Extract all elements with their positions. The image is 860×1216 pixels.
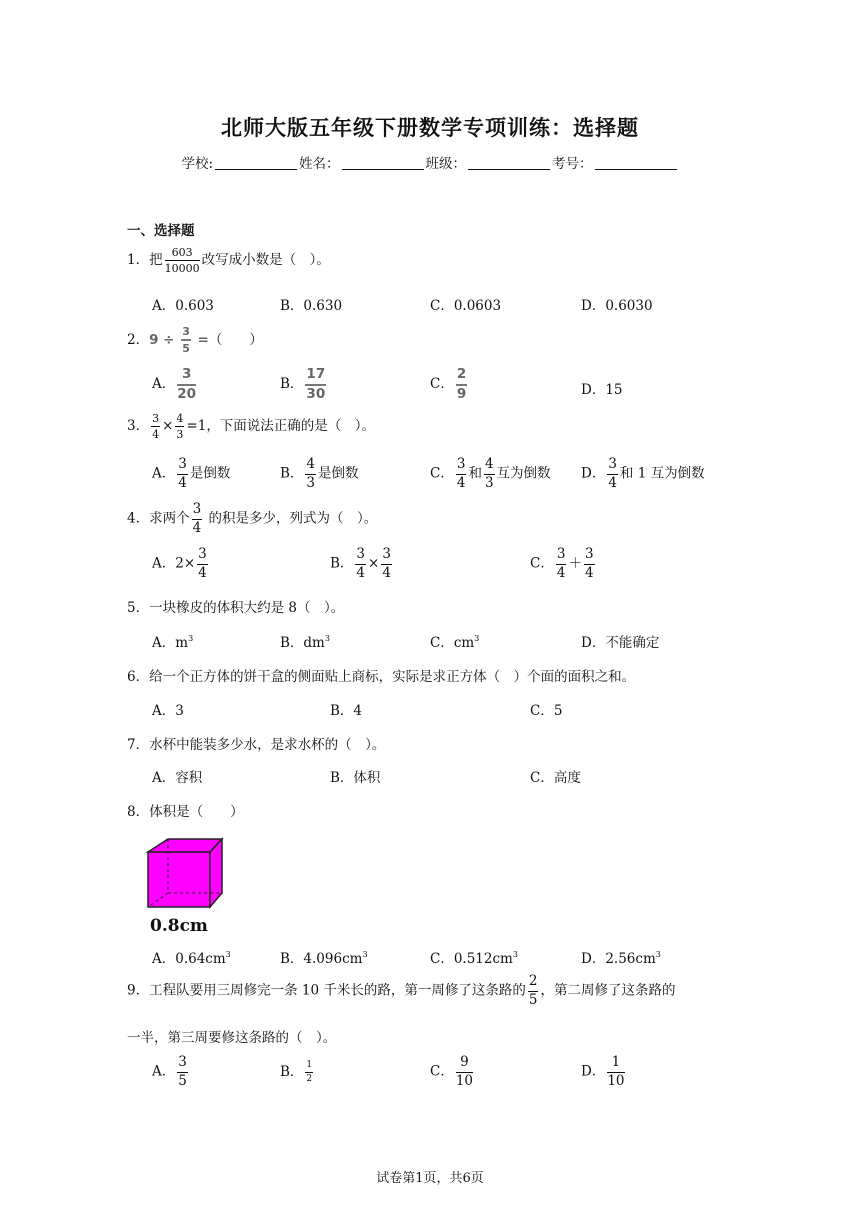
school-label: 学校: [181, 156, 214, 172]
cube-edge-label: 0.8cm [150, 916, 208, 935]
q2-expression: 9 ÷ $\frac{3}{5}$ = [149, 325, 209, 355]
cube-front-face [148, 852, 210, 907]
student-info-line [0, 152, 860, 172]
q4-option-c[interactable]: C． $\frac{3}{4}$ ＋ $\frac{3}{4}$ [530, 546, 594, 581]
q8-option-b[interactable]: B．$4.096cm^3$ [280, 950, 368, 967]
class-label: 班级： [425, 156, 467, 172]
q2-option-b[interactable]: B． $\frac{17}{30}$ [280, 366, 326, 402]
cube-figure [143, 835, 233, 935]
q1-option-c[interactable]: C．0.0603 [430, 298, 502, 314]
q2-option-a[interactable]: A． $\frac{3}{20}$ [152, 366, 197, 402]
q3-option-b[interactable]: B． $\frac{4}{3}$ 是倒数 [280, 456, 359, 491]
exam-no-label: 考号： [552, 156, 593, 172]
class-blank[interactable] [468, 156, 550, 170]
q3-option-a[interactable]: A． $\frac{3}{4}$ 是倒数 [152, 456, 231, 491]
q1-option-d[interactable]: D．0.6030 [581, 298, 653, 314]
page-footer: 试卷第1页，共6页 [376, 1171, 484, 1186]
q8-option-c[interactable]: C．$0.512cm^3$ [430, 950, 518, 967]
q1-option-b[interactable]: B．0.630 [280, 298, 343, 314]
q4-option-a[interactable]: A．2× $\frac{3}{4}$ [152, 546, 207, 581]
question-8: 8．体积是（ ） [127, 804, 244, 820]
question-2: 2．9 ÷ $\frac{3}{5}$ =（ ） [127, 325, 263, 355]
question-5: 5．一块橡皮的体积大约是 8（ ）。 [127, 600, 345, 616]
exam-no-blank[interactable] [595, 156, 677, 170]
school-blank[interactable] [215, 156, 297, 170]
q3-option-c[interactable]: C． $\frac{3}{4}$ 和 $\frac{4}{3}$ 互为倒数 [430, 456, 551, 491]
q1-fraction: $\frac{603}{10000}$ [164, 246, 200, 275]
cube-side-face [210, 839, 222, 907]
q7-option-c[interactable]: C．高度 [530, 770, 581, 786]
q9-option-d[interactable]: D． $\frac{1}{10}$ [581, 1054, 625, 1089]
q6-option-c[interactable]: C．5 [530, 703, 563, 719]
q8-option-a[interactable]: A．$0.64cm^3$ [152, 950, 231, 967]
question-6: 6．给一个正方体的饼干盒的侧面贴上商标，实际是求正方体（ ）个面的面积之和。 [127, 669, 636, 685]
q8-option-d[interactable]: D．$2.56cm^3$ [581, 950, 661, 967]
q4-option-b[interactable]: B． $\frac{3}{4}$ × $\frac{3}{4}$ [330, 546, 391, 581]
q1-text: 改写成小数是（ ）。 [201, 252, 330, 268]
q7-option-b[interactable]: B．体积 [330, 770, 381, 786]
q6-option-a[interactable]: A．3 [152, 703, 184, 719]
q9-option-c[interactable]: C． $\frac{9}{10}$ [430, 1054, 474, 1089]
question-9-line-2: 一半，第三周要修这条路的（ ）。 [127, 1030, 337, 1046]
section-heading: 一、选择题 [127, 223, 195, 239]
q9-option-b[interactable]: B． $\frac{1}{2}$ [280, 1060, 313, 1084]
q3-option-d[interactable]: D． $\frac{3}{4}$ 和 1 互为倒数 [581, 456, 705, 491]
q5-option-b[interactable]: B．$dm^3$ [280, 634, 330, 651]
question-4: 4．求两个 $\frac{3}{4}$ 的积是多少，列式为（ ）。 [127, 501, 378, 536]
question-7: 7．水杯中能装多少水，是求水杯的（ ）。 [127, 737, 386, 753]
name-blank[interactable] [342, 156, 424, 170]
name-label: 姓名： [299, 156, 340, 172]
q1-option-a[interactable]: A．0.603 [152, 298, 214, 314]
q2-option-d[interactable]: D．15 [581, 382, 623, 398]
cube-image [143, 835, 233, 935]
question-1 [127, 247, 330, 274]
q5-option-d[interactable]: D．不能确定 [581, 635, 660, 651]
q2-option-c[interactable]: C． $\frac{2}{9}$ [430, 366, 467, 402]
q7-option-a[interactable]: A．容积 [152, 770, 203, 786]
q5-option-c[interactable]: C．$cm^3$ [430, 634, 480, 651]
question-3: 3． $\frac{3}{4}$ × $\frac{4}{3}$ =1，下面说法正确的是（ ）。 [127, 412, 376, 441]
question-9: 9．工程队要用三周修完一条 10 千米长的路，第一周修了这条路的 $\frac{2}{5}$ ，第二周修了这条路的 [127, 973, 676, 1008]
q9-option-a[interactable]: A． $\frac{3}{5}$ [152, 1054, 187, 1089]
page-title: 北师大版五年级下册数学专项训练：选择题 [221, 116, 639, 140]
q5-option-a[interactable]: A．$m^3$ [152, 634, 194, 651]
q6-option-b[interactable]: B．4 [330, 703, 363, 719]
q1-prefix: 1．把 [127, 252, 163, 268]
